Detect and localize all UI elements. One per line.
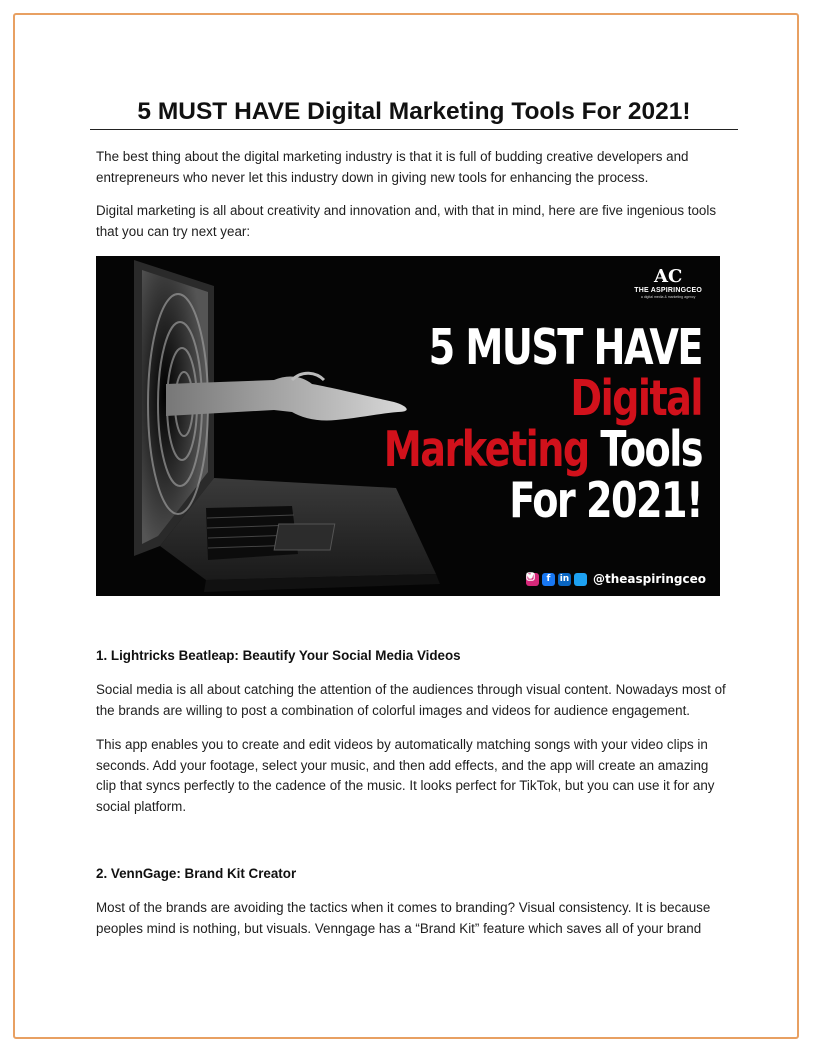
banner-line-3 <box>383 421 702 478</box>
section-2-heading: 2. VennGage: Brand Kit Creator <box>96 866 297 881</box>
brand-monogram: AC <box>654 266 683 287</box>
facebook-icon: f <box>542 573 555 586</box>
section-1-paragraph-2: This app enables you to create and edit videos by automatically matching songs with your video clips in seconds. Add your footage, select your music, and then add effects, and the app will create an amazing clip that syncs perfectly to the cadence of the music. It looks perfect for TikTok, but you can use it for any social platform. <box>96 737 715 814</box>
section-1-heading: 1. Lightricks Beatleap: Beautify Your Social Media Videos <box>96 648 461 663</box>
intro-paragraph-2: Digital marketing is all about creativity and innovation and, with that in mind, here are five ingenious tools that you can try next year: <box>96 203 717 239</box>
banner-line-1: 5 MUST HAVE <box>428 319 702 376</box>
brand-logo <box>634 268 702 300</box>
banner-word-marketing: Marketing <box>383 421 589 478</box>
intro-paragraph-1: The best thing about the digital marketing industry is that it is full of budding creative developers and entrepreneurs who never let this industry down in giving new tools for enhancing the process. <box>96 149 689 185</box>
linkedin-icon: in <box>559 574 570 584</box>
brand-tagline: a digital media & marketing agency <box>640 295 696 299</box>
social-handle: @theaspiringceo <box>592 572 706 586</box>
article-banner-image <box>96 256 720 596</box>
page-title: 5 MUST HAVE Digital Marketing Tools For 2021! <box>137 98 691 125</box>
section-1-paragraph-1: Social media is all about catching the attention of the audiences through visual content. Nowadays most of the brands are willing to post a combination of colorful images and videos for audience engagement. <box>96 682 726 718</box>
banner-line-2: Digital <box>570 370 702 427</box>
social-handles <box>526 572 706 586</box>
banner-line-4: For 2021! <box>509 472 702 529</box>
section-2-paragraph-1: Most of the brands are avoiding the tactics when it comes to branding? Visual consistency. It is because peoples mind is nothing, but visuals. Venngage has a “Brand Kit” feature which saves all of your brand <box>96 900 711 936</box>
banner-word-tools: Tools <box>600 421 702 478</box>
title-underline <box>90 129 738 130</box>
banner-headline <box>383 319 702 529</box>
brand-name: THE ASPIRINGCEO <box>634 287 702 294</box>
twitter-icon <box>574 573 587 586</box>
